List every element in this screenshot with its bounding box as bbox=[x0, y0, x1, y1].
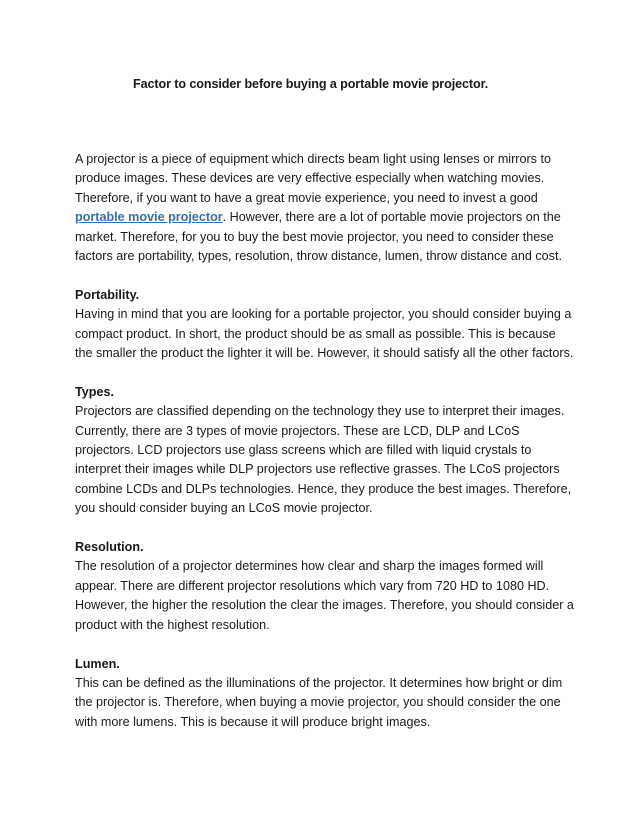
section-body: The resolution of a projector determines how clear and sharp the images formed will appear. There are different projector resolutions which vary from 720 HD to 1080 HD. However, the higher the resolution the clear the images. Therefore, you should consider a product with the highest resolution. bbox=[75, 559, 574, 632]
portable-movie-projector-link[interactable]: portable movie projector bbox=[75, 210, 223, 225]
section-heading: Lumen. bbox=[75, 656, 120, 671]
section-body: This can be defined as the illuminations of the projector. It determines how bright or dim the projector is. Therefore, when buying a movie projector, you should consider the one with more lumens. This is because it will produce bright images. bbox=[75, 675, 563, 729]
intro-text-before-link: A projector is a piece of equipment which directs beam light using lenses or mirrors to produce images. These devices are very effective especially when watching movies. Therefore, if you want to have a great movie experience, you need to invest a good bbox=[75, 152, 551, 205]
intro-text-after-link: . However, there are a lot of portable movie projectors on the market. Therefore, for you to buy the best movie projector, you need to consider these factors are portability, types, resolution, throw distance, lumen, throw distance and cost. bbox=[75, 210, 562, 264]
section-types bbox=[75, 383, 575, 519]
section-resolution bbox=[75, 538, 575, 635]
section-heading: Types. bbox=[75, 384, 114, 399]
section-lumen bbox=[75, 655, 575, 733]
section-body: Projectors are classified depending on the technology they use to interpret their images. Currently, there are 3 types of movie projectors. These are LCD, DLP and LCoS projectors. LCD projectors use glass screens which are filled with liquid crystals to interpret their images while DLP projectors use reflective grasses. The LCoS projectors combine LCDs and DLPs technologies. Hence, they produce the best images. Therefore, you should consider buying an LCoS movie projector. bbox=[75, 404, 572, 516]
section-body: Having in mind that you are looking for a portable projector, you should consider buying a compact product. In short, the product should be as small as possible. This is because the smaller the product the lighter it will be. However, it should satisfy all the other factors. bbox=[75, 307, 574, 361]
section-heading: Resolution. bbox=[75, 540, 144, 555]
section-portability bbox=[75, 286, 575, 364]
section-heading: Portability. bbox=[75, 287, 140, 302]
intro-paragraph bbox=[75, 150, 575, 266]
document-body bbox=[75, 150, 575, 732]
document-title: Factor to consider before buying a portable movie projector. bbox=[133, 77, 489, 91]
